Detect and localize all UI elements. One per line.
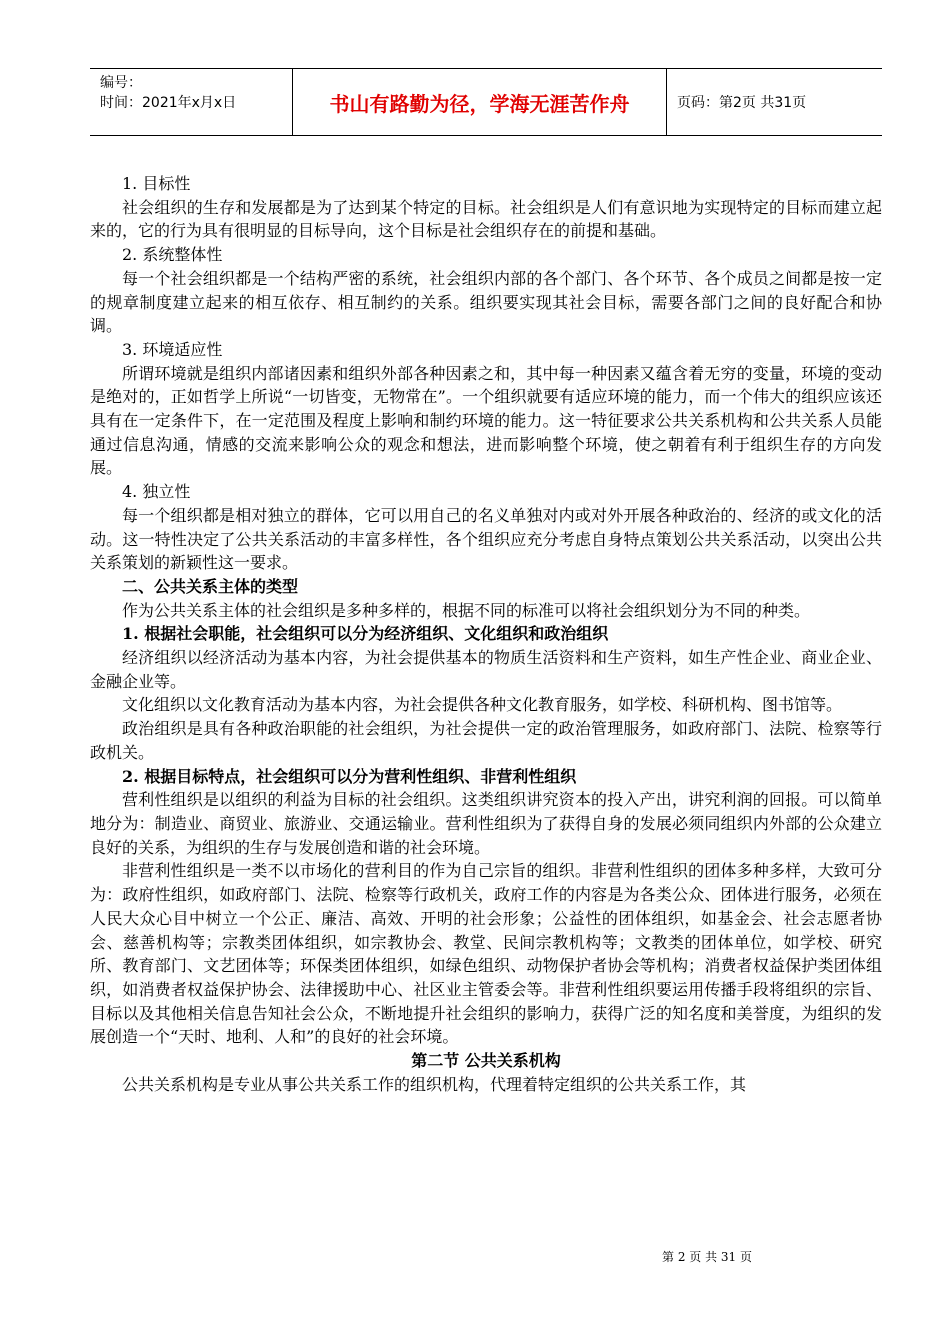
heading-goal: 1. 目标性 [122,174,191,193]
header-meta [90,69,293,135]
paragraph: 每一个社会组织都是一个结构严密的系统，社会组织内部的各个部门、各个环节、各个成员之间都是按一定的规章制度建立起来的相互依存、相互制约的关系。组织要实现其社会目标，需要各部门之间的良好配合和协调。 [90,268,882,336]
paragraph: 每一个组织都是相对独立的群体，它可以用自己的名义单独对内或对外开展各种政治的、经济的或文化的活动。这一特性决定了公共关系活动的丰富多样性，各个组织应充分考虑自身特点策划公共关系活动，以突出公共关系策划的新颖性这一要求。 [90,505,882,573]
heading-independence: 4. 独立性 [122,482,191,502]
paragraph: 经济组织以经济活动为基本内容，为社会提供基本的物质生活资料和生产资料，如生产性企业、商业企业、金融企业等。 [90,648,882,691]
paragraph: 营利性组织是以组织的利益为目标的社会组织。这类组织讲究资本的投入产出，讲究利润的回报。可以简单地分为：制造业、商贸业、旅游业、交通运输业。营利性组织为了获得自身的发展必须同组织内外部的公众建立良好的关系，为组织的生存与发展创造和谐的社会环境。 [90,790,882,857]
paragraph: 社会组织的生存和发展都是为了达到某个特定的目标。社会组织是人们有意识地为实现特定的目标而建立起来的，它的行为具有很明显的目标导向，这个目标是社会组织存在的前提和基础。 [90,197,882,241]
subheading-social-function: 1. 根据社会职能，社会组织可以分为经济组织、文化组织和政治组织 [122,624,609,644]
paragraph: 所谓环境就是组织内部诸因素和组织外部各种因素之和，其中每一种因素又蕴含着无穷的变量，环境的变动是绝对的，正如哲学上所说“一切皆变，无物常在”。一个组织就要有适应环境的能力，而一个伟大的组织应该还具有在一定条件下，在一定范围及程度上影响和制约环境的能力。这一特征要求公共关系机构和公共关系人员能通过信息沟通，情感的交流来影响公众的观念和想法，进而影响整个环境，使之朝着有利于组织生存的方向发展。 [90,363,882,478]
heading-environment: 3. 环境适应性 [122,339,223,359]
header-motto: 书山有路勤为径，学海无涯苦作舟 [293,69,667,135]
paragraph: 公共关系机构是专业从事公共关系工作的组织机构，代理着特定组织的公共关系工作，其 [122,1074,747,1094]
section-title-pr-agency: 第二节 公共关系机构 [411,1051,561,1071]
page-header [90,68,882,136]
paragraph: 政治组织是具有各种政治职能的社会组织，为社会提供一定的政治管理服务，如政府部门、法院、检察等行政机关。 [90,719,882,762]
section-heading-types: 二、公共关系主体的类型 [122,576,299,596]
page-footer: 第 2 页 共 31 页 [662,1250,752,1264]
document-id-label: 编号： [100,75,142,91]
document-body [90,172,882,1096]
header-page-label: 页码：第2页 共31页 [677,95,807,111]
subheading-goal-features: 2. 根据目标特点，社会组织可以分为营利性组织、非营利性组织 [122,766,577,786]
paragraph: 非营利性组织是一类不以市场化的营利目的作为自己宗旨的组织。非营利性组织的团体多种多样，大致可分为：政府性组织，如政府部门、法院、检察等行政机关，政府工作的内容是为各类公众、团体进行服务，必须在人民大众心目中树立一个公正、廉洁、高效、开明的社会形象；公益性的团体组织，如基金会、社会志愿者协会、慈善机构等；宗教类团体组织，如宗教协会、教堂、民间宗教机构等；文教类的团体单位，如学校、研究所、教育部门、文艺团体等；环保类团体组织，如绿色组织、动物保护者协会等机构；消费者权益保护类团体组织，如消费者权益保护协会、法律援助中心、社区业主管委会等。非营利性组织要运用传播手段将组织的宗旨、目标以及其他相关信息告知社会公众，不断地提升社会组织的影响力，获得广泛的知名度和美誉度，为组织的发展创造一个“天时、地利、人和”的良好的社会环境。 [90,861,882,1047]
document-time-label: 时间：2021年x月x日 [100,95,237,111]
paragraph: 文化组织以文化教育活动为基本内容，为社会提供各种文化教育服务，如学校、科研机构、图书馆等。 [122,695,843,715]
heading-system: 2. 系统整体性 [122,245,223,265]
paragraph: 作为公共关系主体的社会组织是多种多样的，根据不同的标准可以将社会组织划分为不同的种类。 [122,600,811,620]
